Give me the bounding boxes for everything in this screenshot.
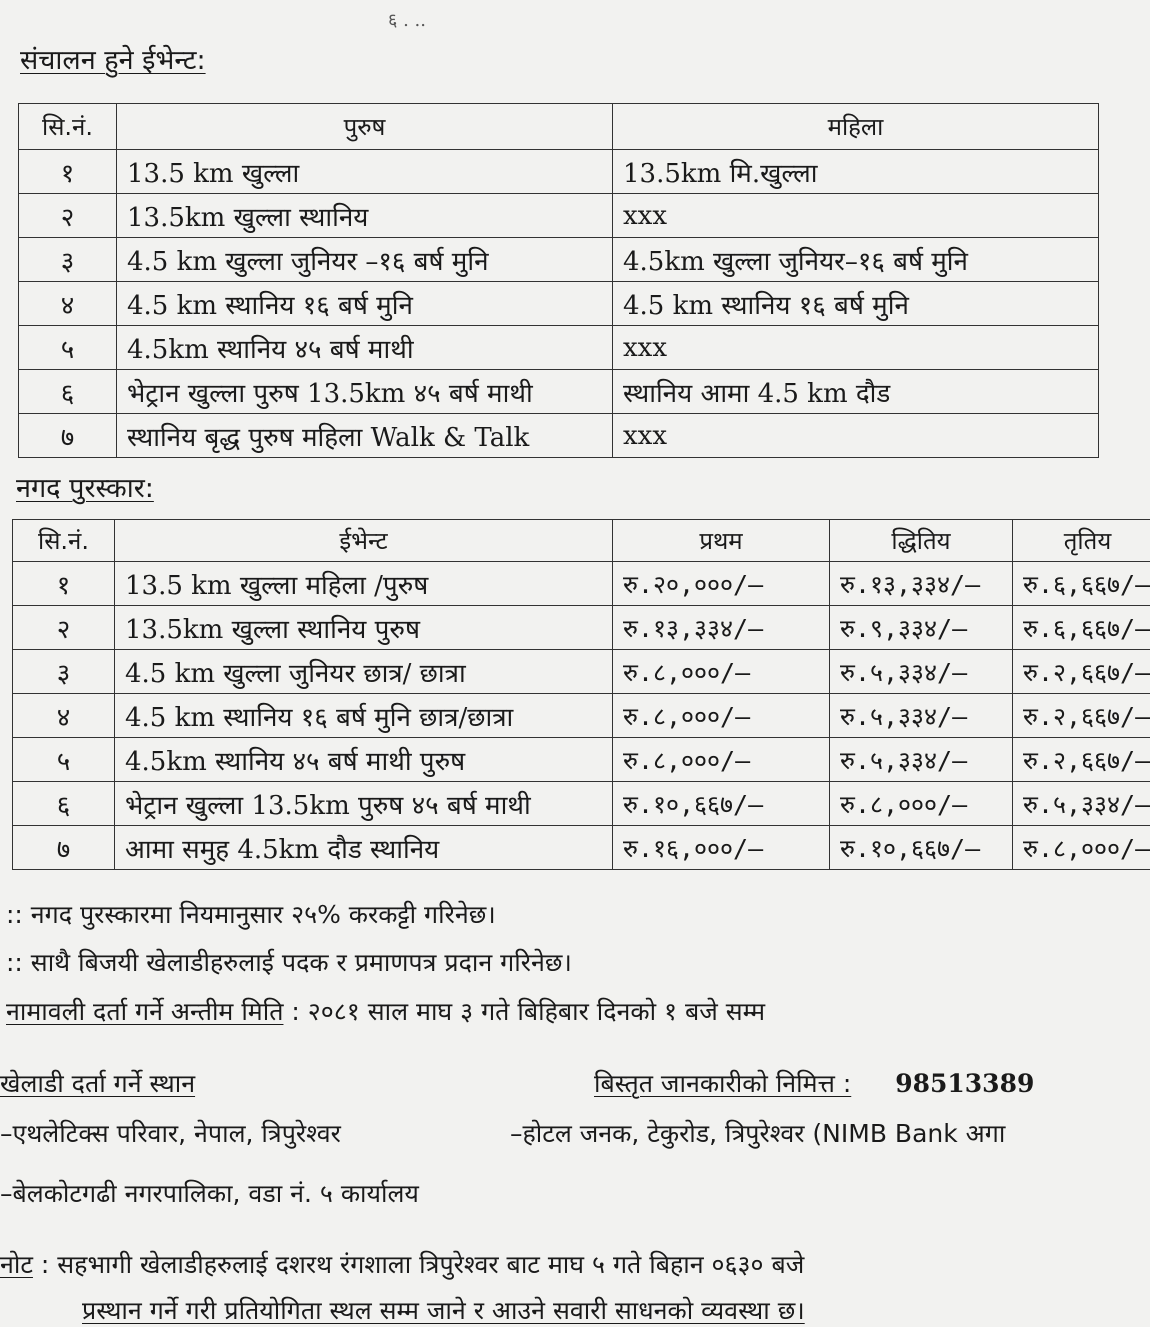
- prize-row-first: रु.८,०००/–: [613, 738, 830, 782]
- prize-row: [13, 650, 1150, 694]
- event-row-female: 13.5km मि.खुल्ला: [613, 150, 1099, 194]
- event-row-male: 4.5 km खुल्ला जुनियर –१६ बर्ष मुनि: [117, 238, 613, 282]
- prize-row-third: रु.५,३३४/–: [1013, 782, 1150, 826]
- prize-row-first: रु.१६,०००/–: [613, 826, 830, 870]
- prize-row-first: रु.८,०००/–: [613, 694, 830, 738]
- footnote-line-1: [0, 1247, 1150, 1281]
- prize-row-sn: २: [13, 606, 115, 650]
- event-row: [19, 150, 1099, 194]
- prize-row-sn: ७: [13, 826, 115, 870]
- prize-row-event: 4.5km स्थानिय ४५ बर्ष माथी पुरुष: [115, 738, 613, 782]
- col-sn-header: सि.नं.: [13, 520, 115, 562]
- note-medals: :: साथै बिजयी खेलाडीहरुलाई पदक र प्रमाणपत्र प्रदान गरिनेछ।: [6, 945, 572, 979]
- col-male-header: पुरुष: [117, 104, 613, 150]
- event-row-sn: ५: [19, 326, 117, 370]
- event-row: [19, 194, 1099, 238]
- col-event-header: ईभेन्ट: [115, 520, 613, 562]
- event-row-sn: २: [19, 194, 117, 238]
- event-row-male: स्थानिय बृद्ध पुरुष महिला Walk & Talk: [117, 414, 613, 458]
- deadline-line: [6, 994, 765, 1028]
- col-sn-header: सि.नं.: [19, 104, 117, 150]
- event-row-sn: ७: [19, 414, 117, 458]
- contact-label: बिस्तृत जानकारीको निमित्त :: [594, 1069, 851, 1098]
- prize-row-event: भेट्रान खुल्ला 13.5km पुरुष ४५ बर्ष माथी: [115, 782, 613, 826]
- prize-row-sn: ४: [13, 694, 115, 738]
- registration-place-2: –होटल जनक, टेकुरोड, त्रिपुरेश्वर (NIMB Bank अगा: [510, 1116, 1150, 1150]
- footnote-text-1: : सहभागी खेलाडीहरुलाई दशरथ रंगशाला त्रिपुरेश्वर बाट माघ ५ गते बिहान ०६३० बजे: [41, 1250, 804, 1279]
- event-row: [19, 282, 1099, 326]
- prize-row: [13, 826, 1150, 870]
- event-row-sn: ३: [19, 238, 117, 282]
- event-row: [19, 238, 1099, 282]
- event-row: [19, 370, 1099, 414]
- deadline-value: : २०८१ साल माघ ३ गते बिहिबार दिनको १ बजे सम्म: [291, 997, 765, 1026]
- events-heading: संचालन हुने ईभेन्ट:: [20, 40, 206, 77]
- event-row-female: xxx: [613, 414, 1099, 458]
- note-tax: :: नगद पुरस्कारमा नियमानुसार २५% करकट्टी गरिनेछ।: [6, 897, 496, 931]
- prize-row-third: रु.६,६६७/–: [1013, 562, 1150, 606]
- prizes-header-row: [13, 520, 1150, 562]
- top-marks: ६ . ..: [388, 8, 426, 32]
- event-row-male: 13.5km खुल्ला स्थानिय: [117, 194, 613, 238]
- prizes-table: [12, 519, 1150, 870]
- prize-row-second: रु.१०,६६७/–: [830, 826, 1013, 870]
- event-row-male: 13.5 km खुल्ला: [117, 150, 613, 194]
- footnote-line-2: प्रस्थान गर्ने गरी प्रतियोगिता स्थल सम्म जाने र आउने सवारी साधनको व्यवस्था छ।: [82, 1293, 805, 1327]
- prize-row-sn: ५: [13, 738, 115, 782]
- prize-row-sn: ३: [13, 650, 115, 694]
- registration-place-3: –बेलकोटगढी नगरपालिका, वडा नं. ५ कार्यालय: [0, 1176, 419, 1210]
- registration-place-1: –एथलेटिक्स परिवार, नेपाल, त्रिपुरेश्वर: [0, 1116, 341, 1150]
- prize-row: [13, 562, 1150, 606]
- col-second-header: द्धितिय: [830, 520, 1013, 562]
- contact-line: [594, 1066, 1034, 1100]
- event-row-female: 4.5 km स्थानिय १६ बर्ष मुनि: [613, 282, 1099, 326]
- event-row-female: स्थानिय आमा 4.5 km दौड: [613, 370, 1099, 414]
- event-row-female: 4.5km खुल्ला जुनियर–१६ बर्ष मुनि: [613, 238, 1099, 282]
- prize-row-second: रु.५,३३४/–: [830, 650, 1013, 694]
- prize-row-first: रु.१०,६६७/–: [613, 782, 830, 826]
- event-row-sn: ४: [19, 282, 117, 326]
- prize-row-third: रु.६,६६७/–: [1013, 606, 1150, 650]
- deadline-label: नामावली दर्ता गर्ने अन्तीम मिति: [6, 997, 283, 1026]
- registration-label: खेलाडी दर्ता गर्ने स्थान: [0, 1066, 195, 1100]
- events-header-row: [19, 104, 1099, 150]
- prize-row-event: 13.5 km खुल्ला महिला /पुरुष: [115, 562, 613, 606]
- col-female-header: महिला: [613, 104, 1099, 150]
- event-row-sn: १: [19, 150, 117, 194]
- col-first-header: प्रथम: [613, 520, 830, 562]
- prize-row-first: रु.१३,३३४/–: [613, 606, 830, 650]
- prize-row-event: आमा समुह 4.5km दौड स्थानिय: [115, 826, 613, 870]
- event-row-female: xxx: [613, 194, 1099, 238]
- prize-row-event: 4.5 km खुल्ला जुनियर छात्र/ छात्रा: [115, 650, 613, 694]
- prize-row-second: रु.९,३३४/–: [830, 606, 1013, 650]
- prize-row-third: रु.८,०००/–: [1013, 826, 1150, 870]
- col-third-header: तृतिय: [1013, 520, 1150, 562]
- prize-row-second: रु.१३,३३४/–: [830, 562, 1013, 606]
- events-table: [18, 103, 1099, 458]
- event-row-female: xxx: [613, 326, 1099, 370]
- event-row: [19, 414, 1099, 458]
- prize-row-sn: ६: [13, 782, 115, 826]
- event-row: [19, 326, 1099, 370]
- prize-row-first: रु.८,०००/–: [613, 650, 830, 694]
- prize-row-second: रु.५,३३४/–: [830, 694, 1013, 738]
- contact-phone: 98513389: [895, 1069, 1034, 1098]
- prize-row-sn: १: [13, 562, 115, 606]
- event-row-male: 4.5km स्थानिय ४५ बर्ष माथी: [117, 326, 613, 370]
- prize-row-event: 4.5 km स्थानिय १६ बर्ष मुनि छात्र/छात्रा: [115, 694, 613, 738]
- event-row-male: 4.5 km स्थानिय १६ बर्ष मुनि: [117, 282, 613, 326]
- prize-row-third: रु.२,६६७/–: [1013, 650, 1150, 694]
- prize-row: [13, 606, 1150, 650]
- prize-row-second: रु.५,३३४/–: [830, 738, 1013, 782]
- prize-row: [13, 782, 1150, 826]
- prize-row-first: रु.२०,०००/–: [613, 562, 830, 606]
- footnote-label: नोट: [0, 1250, 33, 1279]
- prize-row-second: रु.८,०००/–: [830, 782, 1013, 826]
- event-row-male: भेट्रान खुल्ला पुरुष 13.5km ४५ बर्ष माथी: [117, 370, 613, 414]
- prize-row-event: 13.5km खुल्ला स्थानिय पुरुष: [115, 606, 613, 650]
- prizes-heading: नगद पुरस्कार:: [16, 468, 154, 505]
- event-row-sn: ६: [19, 370, 117, 414]
- prize-row: [13, 738, 1150, 782]
- prize-row-third: रु.२,६६७/–: [1013, 694, 1150, 738]
- prize-row: [13, 694, 1150, 738]
- prize-row-third: रु.२,६६७/–: [1013, 738, 1150, 782]
